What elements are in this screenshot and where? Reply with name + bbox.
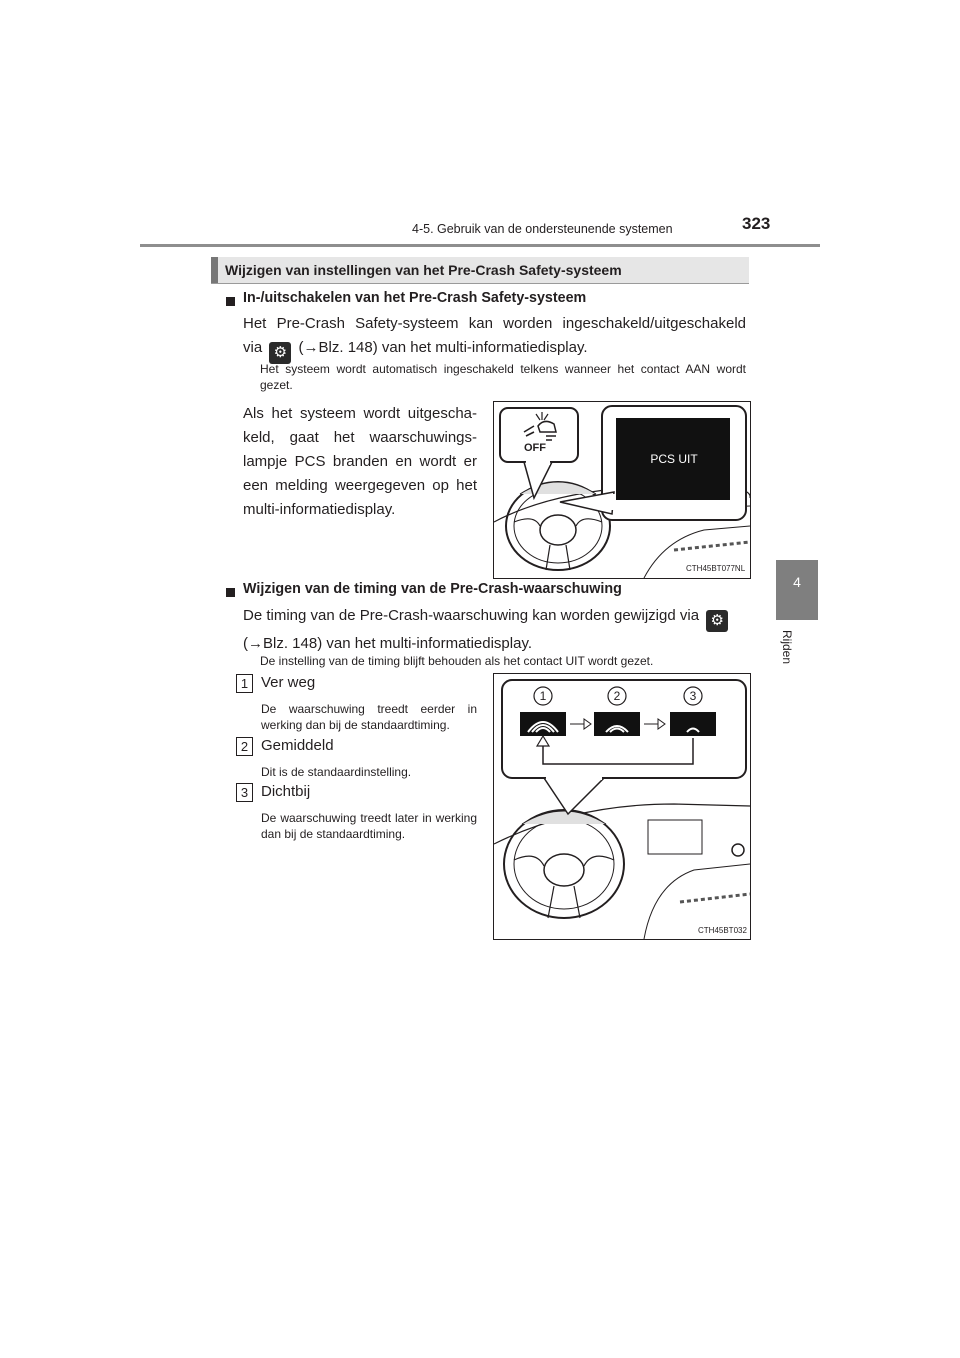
pcs-off-figure — [493, 401, 751, 579]
part2-heading: Wijzigen van de timing van de Pre-Crash-waarschuwing — [243, 581, 622, 597]
chapter-number: 4 — [793, 574, 801, 590]
part2-line2: (→Blz. 148) van het multi-informatiedisplay. — [243, 635, 532, 652]
item-desc: Dit is de standaardinstelling. — [261, 765, 412, 779]
part2-line1-text: De timing van de Pre-Crash-waarschuwing kan worden gewijzigd via — [243, 607, 700, 624]
item-number: 2 — [236, 737, 253, 756]
item-title: Ver weg — [261, 674, 316, 691]
chapter-tab — [776, 560, 818, 620]
section-title: Wijzigen van instellingen van het Pre-Crash Safety-systeem — [225, 262, 622, 278]
off-label: OFF — [524, 442, 546, 454]
item-desc: De waarschuwing treedt eerder in werking dan bij de standaardtiming. — [261, 702, 477, 732]
item-desc: De waarschuwing treedt later in werking dan bij de standaardtiming. — [261, 811, 477, 841]
part1-line2-post: (→Blz. 148) van het multi-informatiedisplay. — [298, 339, 588, 356]
part1-body — [243, 312, 746, 364]
part1-heading: In-/uitschakelen van het Pre-Crash Safety-systeem — [243, 290, 587, 306]
timing-illustration — [494, 674, 750, 939]
item-title: Dichtbij — [261, 783, 311, 800]
section-header — [211, 257, 749, 284]
gear-icon: ⚙ — [706, 610, 728, 632]
square-bullet-icon — [226, 297, 235, 306]
part1-line2 — [243, 336, 746, 364]
item-number: 1 — [236, 674, 253, 693]
timing-label: 2 — [613, 689, 621, 703]
section-path: 4-5. Gebruik van de ondersteunende systemen — [412, 222, 673, 236]
pcs-display-text: PCS UIT — [650, 452, 698, 466]
part1-line1: Het Pre-Crash Safety-systeem kan worden ingeschakeld/uitgeschakeld — [243, 315, 746, 332]
header-rule — [140, 244, 820, 247]
part1-note: Het systeem wordt automatisch ingeschakeld telkens wanneer het contact AAN wordt gezet. — [260, 362, 746, 392]
timing-label: 3 — [689, 689, 697, 703]
page-number: 323 — [742, 214, 771, 233]
figure2-code: CTH45BT032 — [698, 926, 747, 935]
timing-figure — [493, 673, 751, 940]
figure1-code: CTH45BT077NL — [686, 564, 746, 573]
part1-line2-pre: via — [243, 339, 263, 356]
gear-icon: ⚙ — [269, 342, 291, 364]
part2-body — [243, 604, 746, 656]
item-number: 3 — [236, 783, 253, 802]
chapter-label: Rijden — [780, 630, 794, 665]
part2-line1 — [243, 604, 746, 632]
section-header-bar — [211, 257, 218, 283]
item-title: Gemiddeld — [261, 737, 334, 754]
dashboard-illustration — [494, 402, 750, 578]
part2-note: De instelling van de timing blijft behouden als het contact UIT wordt gezet. — [260, 654, 654, 668]
timing-label: 1 — [539, 689, 547, 703]
part1-description: Als het systeem wordt uitgescha-keld, gaat het waarschuwings-lampje PCS branden en wordt er een melding weergegeven op het multi-informatiedisplay. — [243, 405, 477, 518]
square-bullet-icon — [226, 588, 235, 597]
